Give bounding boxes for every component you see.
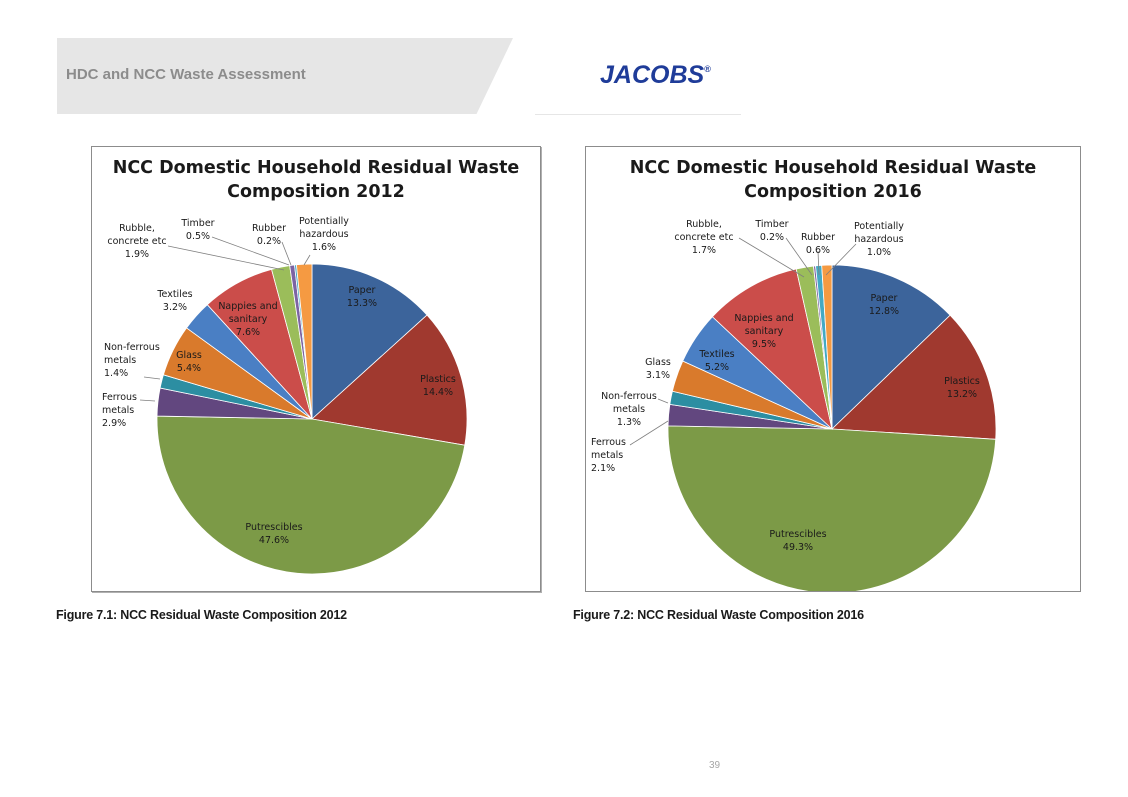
- chart-2012-label-textiles: [156, 289, 192, 313]
- chart-2012-label-ferrous-metals-line-3: 2.9%: [102, 418, 127, 429]
- chart-2012-label-rubber-line-2: 0.2%: [256, 236, 282, 247]
- chart-2016-label-ferrous-metals-line-2: metals: [591, 450, 624, 461]
- chart-2016-label-rubble-concrete-etc-line-2: concrete etc: [674, 232, 734, 243]
- chart-2016-label-timber-line-1: Timber: [755, 219, 789, 230]
- chart-2016-label-rubble-concrete-etc-line-1: Rubble,: [686, 219, 722, 230]
- chart-2012-label-putrescibles-line-2: 47.6%: [258, 535, 290, 546]
- chart-2012-pie: [92, 147, 540, 591]
- chart-2012-label-glass-line-2: 5.4%: [176, 363, 202, 374]
- chart-2012-label-timber-line-2: 0.5%: [185, 231, 211, 242]
- chart-2016-label-rubber-line-2: 0.6%: [805, 245, 831, 256]
- chart-2016-label-ferrous-metals-line-3: 2.1%: [591, 463, 616, 474]
- chart-2012-frame: [91, 146, 541, 592]
- chart-2012-label-ferrous-metals-line-2: metals: [102, 405, 135, 416]
- chart-2016-label-nappies-and-sanitary-line-3: 9.5%: [751, 339, 777, 350]
- page-header-title: HDC and NCC Waste Assessment: [66, 66, 306, 83]
- chart-2016-label-timber: [754, 219, 788, 243]
- chart-2016-label-rubber-line-1: Rubber: [800, 232, 836, 243]
- jacobs-logo: [600, 61, 711, 90]
- logo-text: JACOBS: [600, 61, 705, 89]
- chart-2016-label-non-ferrous-metals: [601, 391, 657, 428]
- chart-2016-label-non-ferrous-metals-line-2: metals: [612, 404, 646, 415]
- chart-2016-label-potentially-hazardous-line-2: hazardous: [854, 234, 904, 245]
- chart-2016-label-glass: [645, 357, 671, 381]
- chart-2012-title-line-1: NCC Domestic Household Residual Waste: [112, 158, 520, 178]
- chart-2012-leader-rubber: [282, 242, 291, 265]
- chart-2016-label-ferrous-metals-line-1: Ferrous: [591, 437, 627, 448]
- chart-2016-label-timber-line-2: 0.2%: [759, 232, 785, 243]
- logo-registered-mark: ®: [704, 64, 711, 74]
- chart-2016-title-line-2: Composition 2016: [744, 182, 922, 202]
- figure-caption-2016: Figure 7.2: NCC Residual Waste Composition 2016: [573, 608, 864, 622]
- chart-2016-label-rubble-concrete-etc: [674, 219, 733, 256]
- chart-2016-label-rubble-concrete-etc-line-3: 1.7%: [691, 245, 717, 256]
- chart-2016-label-plastics-line-2: 13.2%: [946, 389, 978, 400]
- chart-2012-label-rubber: [252, 223, 286, 247]
- chart-2012-slice-putrescibles: [157, 416, 465, 574]
- chart-2016-slice-putrescibles: [668, 426, 996, 591]
- chart-2016-title-line-1: NCC Domestic Household Residual Waste: [629, 158, 1037, 178]
- chart-2012-leader-rubble-concrete-etc: [168, 246, 284, 270]
- chart-2012-label-rubble-concrete-etc-line-3: 1.9%: [124, 249, 150, 260]
- chart-2012-leader-ferrous-metals: [140, 400, 155, 401]
- chart-2016-label-textiles-line-1: Textiles: [699, 349, 735, 360]
- chart-2012-label-paper-line-1: Paper: [348, 285, 376, 296]
- chart-2016-label-paper-line-1: Paper: [870, 293, 898, 304]
- chart-2012-label-rubble-concrete-etc-line-1: Rubble,: [119, 223, 155, 234]
- chart-2016-label-putrescibles-line-2: 49.3%: [782, 542, 814, 553]
- chart-2012-label-potentially-hazardous-line-2: hazardous: [299, 229, 349, 240]
- chart-2012-leader-non-ferrous-metals: [144, 377, 160, 379]
- chart-2016-frame: [585, 146, 1081, 592]
- chart-2012-label-non-ferrous-metals-line-2: metals: [104, 355, 137, 366]
- chart-2012-label-potentially-hazardous: [299, 216, 349, 253]
- page-number: 39: [709, 760, 721, 771]
- chart-2016-label-glass-line-1: Glass: [645, 357, 671, 368]
- chart-2016-label-nappies-and-sanitary-line-1: Nappies and: [734, 313, 794, 324]
- chart-2016-label-glass-line-2: 3.1%: [645, 370, 671, 381]
- chart-2016-label-potentially-hazardous-line-1: Potentially: [854, 221, 904, 232]
- chart-2012-label-textiles-line-1: Textiles: [157, 289, 193, 300]
- chart-2012-label-ferrous-metals-line-1: Ferrous: [102, 392, 138, 403]
- chart-2012-label-nappies-and-sanitary-line-1: Nappies and: [218, 301, 278, 312]
- chart-2016-label-ferrous-metals: [591, 437, 626, 474]
- chart-2012-label-ferrous-metals: [102, 392, 137, 429]
- chart-2016-label-putrescibles-line-1: Putrescibles: [769, 529, 827, 540]
- figure-caption-2012: Figure 7.1: NCC Residual Waste Composition 2012: [56, 608, 347, 622]
- chart-2012-title-line-2: Composition 2012: [227, 182, 405, 202]
- chart-2012-label-non-ferrous-metals-line-1: Non-ferrous: [104, 342, 160, 353]
- chart-2012-label-timber-line-1: Timber: [181, 218, 215, 229]
- chart-2012-label-non-ferrous-metals-line-3: 1.4%: [104, 368, 129, 379]
- chart-2012-label-potentially-hazardous-line-3: 1.6%: [311, 242, 337, 253]
- chart-2016-label-textiles-line-2: 5.2%: [704, 362, 730, 373]
- chart-2016-leader-rubble-concrete-etc: [739, 238, 804, 277]
- chart-2012-label-nappies-and-sanitary-line-3: 7.6%: [235, 327, 261, 338]
- chart-2012-label-potentially-hazardous-line-1: Potentially: [299, 216, 349, 227]
- chart-2012-label-timber: [180, 218, 214, 242]
- chart-2012-label-paper-line-2: 13.3%: [346, 298, 378, 309]
- chart-2016-label-nappies-and-sanitary-line-2: sanitary: [744, 326, 784, 337]
- chart-2016-label-non-ferrous-metals-line-3: 1.3%: [616, 417, 642, 428]
- chart-2012-label-nappies-and-sanitary-line-2: sanitary: [228, 314, 268, 325]
- chart-2012-label-plastics-line-2: 14.4%: [422, 387, 454, 398]
- chart-2012-label-glass-line-1: Glass: [176, 350, 202, 361]
- chart-2016-label-potentially-hazardous-line-3: 1.0%: [866, 247, 892, 258]
- chart-2016-label-rubber: [801, 232, 835, 256]
- chart-2012-label-rubble-concrete-etc-line-2: concrete etc: [107, 236, 167, 247]
- chart-2012-label-textiles-line-2: 3.2%: [162, 302, 188, 313]
- chart-2012-label-rubber-line-1: Rubber: [251, 223, 287, 234]
- chart-2016-pie: [586, 147, 1080, 591]
- chart-2012-label-putrescibles-line-1: Putrescibles: [245, 522, 303, 533]
- chart-2016-label-potentially-hazardous: [854, 221, 904, 258]
- chart-2012-label-plastics-line-1: Plastics: [420, 374, 456, 385]
- chart-2012-label-non-ferrous-metals: [104, 342, 160, 379]
- chart-2012-leader-potentially-hazardous: [304, 255, 310, 265]
- chart-2016-label-plastics-line-1: Plastics: [944, 376, 980, 387]
- logo-divider: [535, 114, 741, 115]
- chart-2016-label-non-ferrous-metals-line-1: Non-ferrous: [601, 391, 657, 402]
- chart-2016-leader-non-ferrous-metals: [658, 399, 668, 403]
- chart-2016-label-paper-line-2: 12.8%: [868, 306, 900, 317]
- chart-2012-label-rubble-concrete-etc: [107, 223, 166, 260]
